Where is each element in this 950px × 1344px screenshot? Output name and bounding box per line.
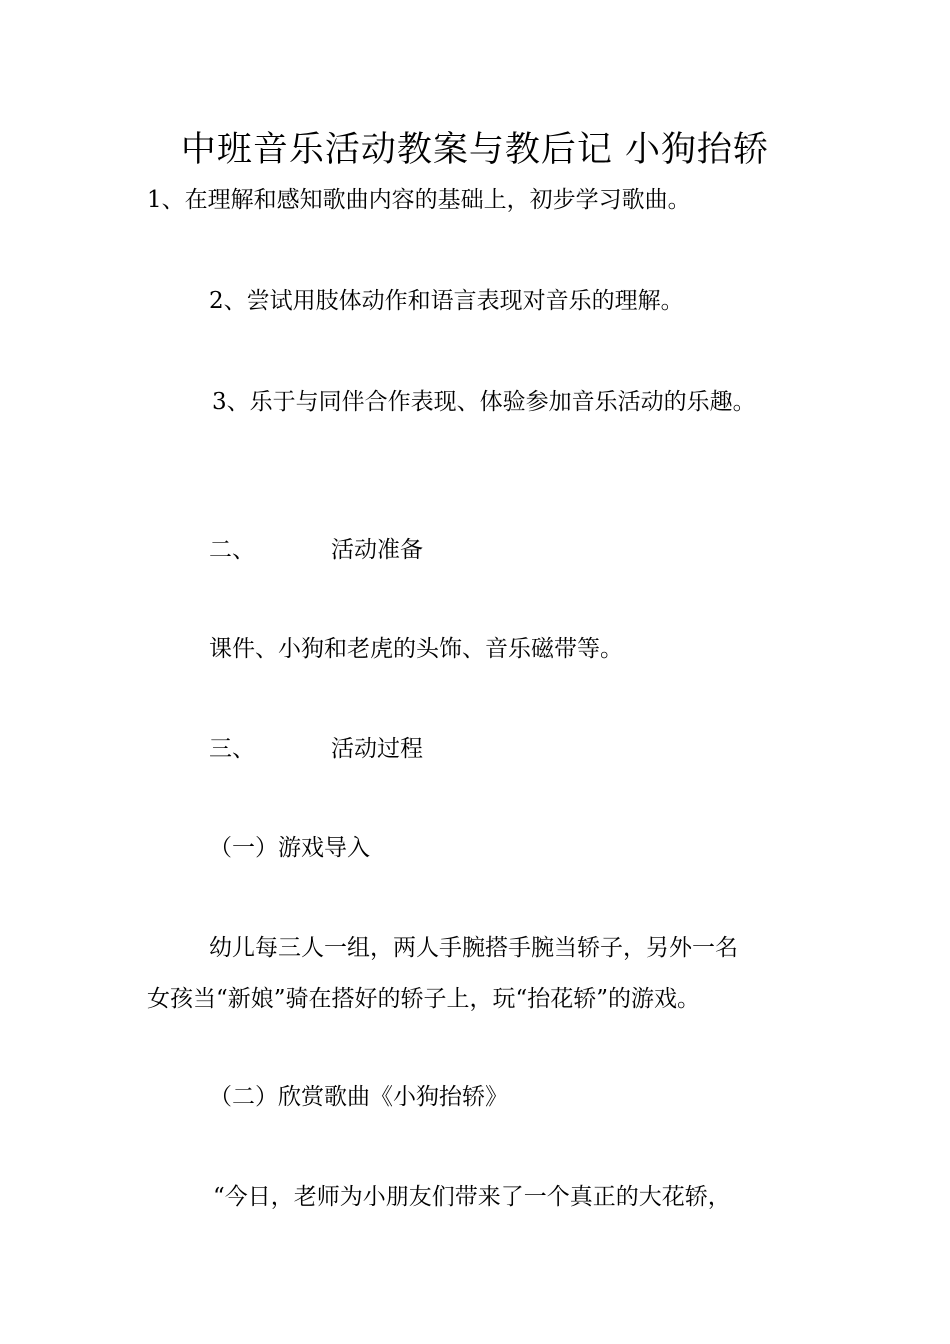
preparation-content: 课件、小狗和老虎的头饰、音乐磁带等。: [209, 636, 623, 662]
document-title: 中班音乐活动教案与教后记 小狗抬轿: [180, 130, 770, 170]
paragraph-line: 女孩当“新娘”骑在搭好的轿子上，玩“抬花轿”的游戏。: [147, 986, 701, 1012]
paragraph-line: 幼儿每三人一组，两人手腕搭手腕当轿子，另外一名: [209, 935, 738, 961]
section-title: 活动准备: [331, 537, 423, 563]
section-number: 二、: [209, 537, 255, 563]
subsection-title-intro: （一）游戏导入: [209, 835, 370, 861]
subsection-title-song: （二）欣赏歌曲《小狗抬轿》: [209, 1084, 508, 1110]
section-title: 活动过程: [331, 736, 423, 762]
section-heading-process: [209, 733, 423, 765]
paragraph-line: “今日，老师为小朋友们带来了一个真正的大花轿，: [213, 1184, 731, 1210]
section-number: 三、: [209, 736, 255, 762]
objective-2: 2、尝试用肢体动作和语言表现对音乐的理解。: [209, 288, 684, 314]
objective-1: 1、在理解和感知歌曲内容的基础上，初步学习歌曲。: [147, 187, 691, 213]
objective-3: 3、乐于与同伴合作表现、体验参加音乐活动的乐趣。: [212, 389, 756, 415]
section-heading-preparation: [209, 534, 423, 566]
